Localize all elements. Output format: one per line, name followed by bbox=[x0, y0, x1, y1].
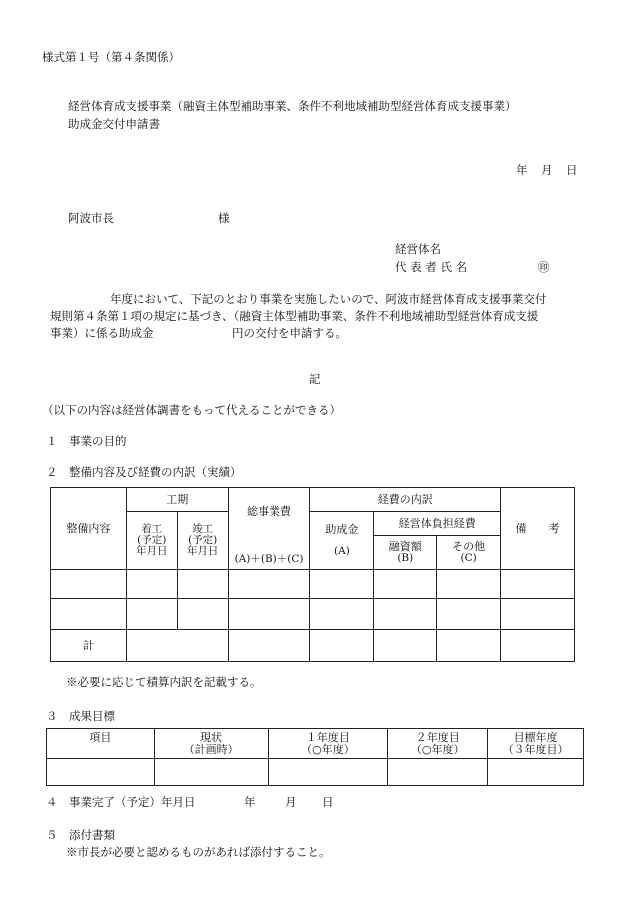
applicant-rep-label: 代 表 者 氏 名 bbox=[395, 260, 468, 274]
section2-heading: ２ 整備内容及び経費の内訳（実績） bbox=[46, 465, 242, 479]
year2-label: ２年度目 bbox=[415, 730, 460, 744]
table-cell[interactable] bbox=[126, 570, 177, 599]
table-cell[interactable] bbox=[51, 570, 127, 599]
start-label: 着工 bbox=[141, 523, 163, 535]
table-cell[interactable] bbox=[228, 570, 310, 599]
table-cell[interactable] bbox=[47, 759, 155, 786]
table-cell[interactable] bbox=[374, 570, 437, 599]
subsidy-label: 助成金 bbox=[325, 523, 359, 536]
form-number: 様式第１号（第４条関係） bbox=[42, 50, 180, 64]
table-cell[interactable] bbox=[177, 599, 228, 630]
col-other-header bbox=[437, 536, 501, 570]
year1-sub: （○年度） bbox=[301, 742, 355, 756]
targets-table bbox=[46, 728, 584, 786]
table-cell[interactable] bbox=[488, 759, 584, 786]
body-line2: 規則第４条第１項の規定に基づき、（融資主体型補助事業、条件不利地域補助型経営体育成支援 bbox=[50, 309, 539, 323]
table-cell[interactable] bbox=[437, 570, 501, 599]
table-cell[interactable] bbox=[154, 759, 268, 786]
current-label: 現状 bbox=[200, 730, 223, 744]
title-line1: 経営体育成支援事業（融資主体型補助事業、条件不利地域補助型経営体育成支援事業） bbox=[68, 99, 517, 113]
loan-b: (B) bbox=[397, 552, 414, 564]
section4-month: 月 bbox=[285, 795, 297, 809]
addressee-name: 阿波市長 bbox=[68, 211, 114, 225]
ki-heading: 記 bbox=[309, 372, 321, 386]
addressee-sama: 様 bbox=[218, 211, 230, 225]
year1-label: １年度目 bbox=[305, 730, 350, 744]
targets-col-current bbox=[154, 729, 268, 759]
section4-day: 日 bbox=[322, 795, 334, 809]
date-month: 月 bbox=[541, 163, 553, 177]
targets-col-year2 bbox=[388, 729, 488, 759]
col-burden-header: 経営体負担経費 bbox=[374, 512, 501, 536]
total-label: 計 bbox=[51, 630, 127, 662]
col-total-formula: (A)＋(B)＋(C) bbox=[228, 536, 310, 570]
loan-label: 融資額 bbox=[388, 540, 422, 553]
col-loan-header bbox=[374, 536, 437, 570]
section5-heading: ５ 添付書類 bbox=[46, 828, 115, 842]
table-cell[interactable] bbox=[388, 759, 488, 786]
applicant-entity-label: 経営体名 bbox=[395, 242, 441, 256]
table-cell[interactable] bbox=[177, 570, 228, 599]
table-cell[interactable] bbox=[126, 599, 177, 630]
table-cell[interactable] bbox=[310, 570, 374, 599]
target-sub: （３年度目） bbox=[502, 742, 569, 756]
expense-table bbox=[50, 487, 575, 662]
table-row bbox=[51, 599, 575, 630]
table-cell[interactable] bbox=[437, 599, 501, 630]
date-day: 日 bbox=[566, 163, 578, 177]
table-cell[interactable] bbox=[310, 599, 374, 630]
subsidy-a: (A) bbox=[334, 545, 350, 557]
note-intro: （以下の内容は経営体調書をもって代えることができる） bbox=[42, 403, 341, 417]
section4-year: 年 bbox=[244, 795, 256, 809]
other-label: その他 bbox=[452, 540, 486, 553]
col-subsidy-header bbox=[310, 512, 374, 570]
start-planned: (予定) bbox=[137, 534, 167, 546]
table-cell[interactable] bbox=[374, 630, 437, 662]
section4-heading: ４ 事業完了（予定）年月日 bbox=[46, 795, 196, 809]
body-line3a: 事業）に係る助成金 bbox=[50, 326, 154, 340]
col-item-header: 整備内容 bbox=[51, 488, 127, 570]
year2-sub: （○年度） bbox=[410, 742, 465, 756]
other-c: (C) bbox=[460, 552, 477, 564]
table-cell[interactable] bbox=[501, 570, 575, 599]
body-line3b: 円の交付を申請する。 bbox=[232, 326, 347, 340]
seal-mark: ㊞ bbox=[538, 260, 550, 274]
end-planned: (予定) bbox=[188, 534, 218, 546]
total-row bbox=[51, 630, 575, 662]
col-breakdown-header: 経費の内訳 bbox=[310, 488, 501, 512]
start-date: 年月日 bbox=[136, 545, 168, 557]
table-cell[interactable] bbox=[126, 630, 228, 662]
end-label: 竣工 bbox=[192, 523, 214, 535]
table-cell[interactable] bbox=[228, 630, 310, 662]
table1-note: ※必要に応じて積算内訳を記載する。 bbox=[66, 675, 262, 689]
title-line2: 助成金交付申請書 bbox=[68, 117, 160, 131]
current-sub: （計画時） bbox=[183, 742, 239, 756]
table-cell[interactable] bbox=[437, 630, 501, 662]
section3-heading: ３ 成果目標 bbox=[46, 709, 115, 723]
targets-col-target bbox=[488, 729, 584, 759]
end-date: 年月日 bbox=[186, 545, 219, 557]
table-cell[interactable] bbox=[310, 630, 374, 662]
section5-note: ※市長が必要と認めるものがあれば添付すること。 bbox=[66, 845, 331, 859]
targets-col-item: 項目 bbox=[47, 729, 155, 759]
table-cell[interactable] bbox=[501, 630, 575, 662]
table-cell[interactable] bbox=[268, 759, 388, 786]
table-cell[interactable] bbox=[51, 599, 127, 630]
table-row bbox=[51, 570, 575, 599]
col-start-header bbox=[126, 512, 177, 570]
targets-col-year1 bbox=[268, 729, 388, 759]
table-cell[interactable] bbox=[374, 599, 437, 630]
table-cell[interactable] bbox=[228, 599, 310, 630]
section1-heading: １ 事業の目的 bbox=[46, 434, 127, 448]
col-remarks-header: 備 考 bbox=[501, 488, 575, 570]
col-period-header: 工期 bbox=[126, 488, 228, 512]
target-label: 目標年度 bbox=[513, 730, 558, 744]
col-end-header bbox=[177, 512, 228, 570]
table-cell[interactable] bbox=[501, 599, 575, 630]
date-year: 年 bbox=[516, 163, 528, 177]
body-line1: 年度において、下記のとおり事業を実施したいので、阿波市経営体育成支援事業交付 bbox=[110, 292, 547, 306]
col-total-header: 総事業費 bbox=[228, 488, 310, 536]
table-row bbox=[47, 759, 584, 786]
